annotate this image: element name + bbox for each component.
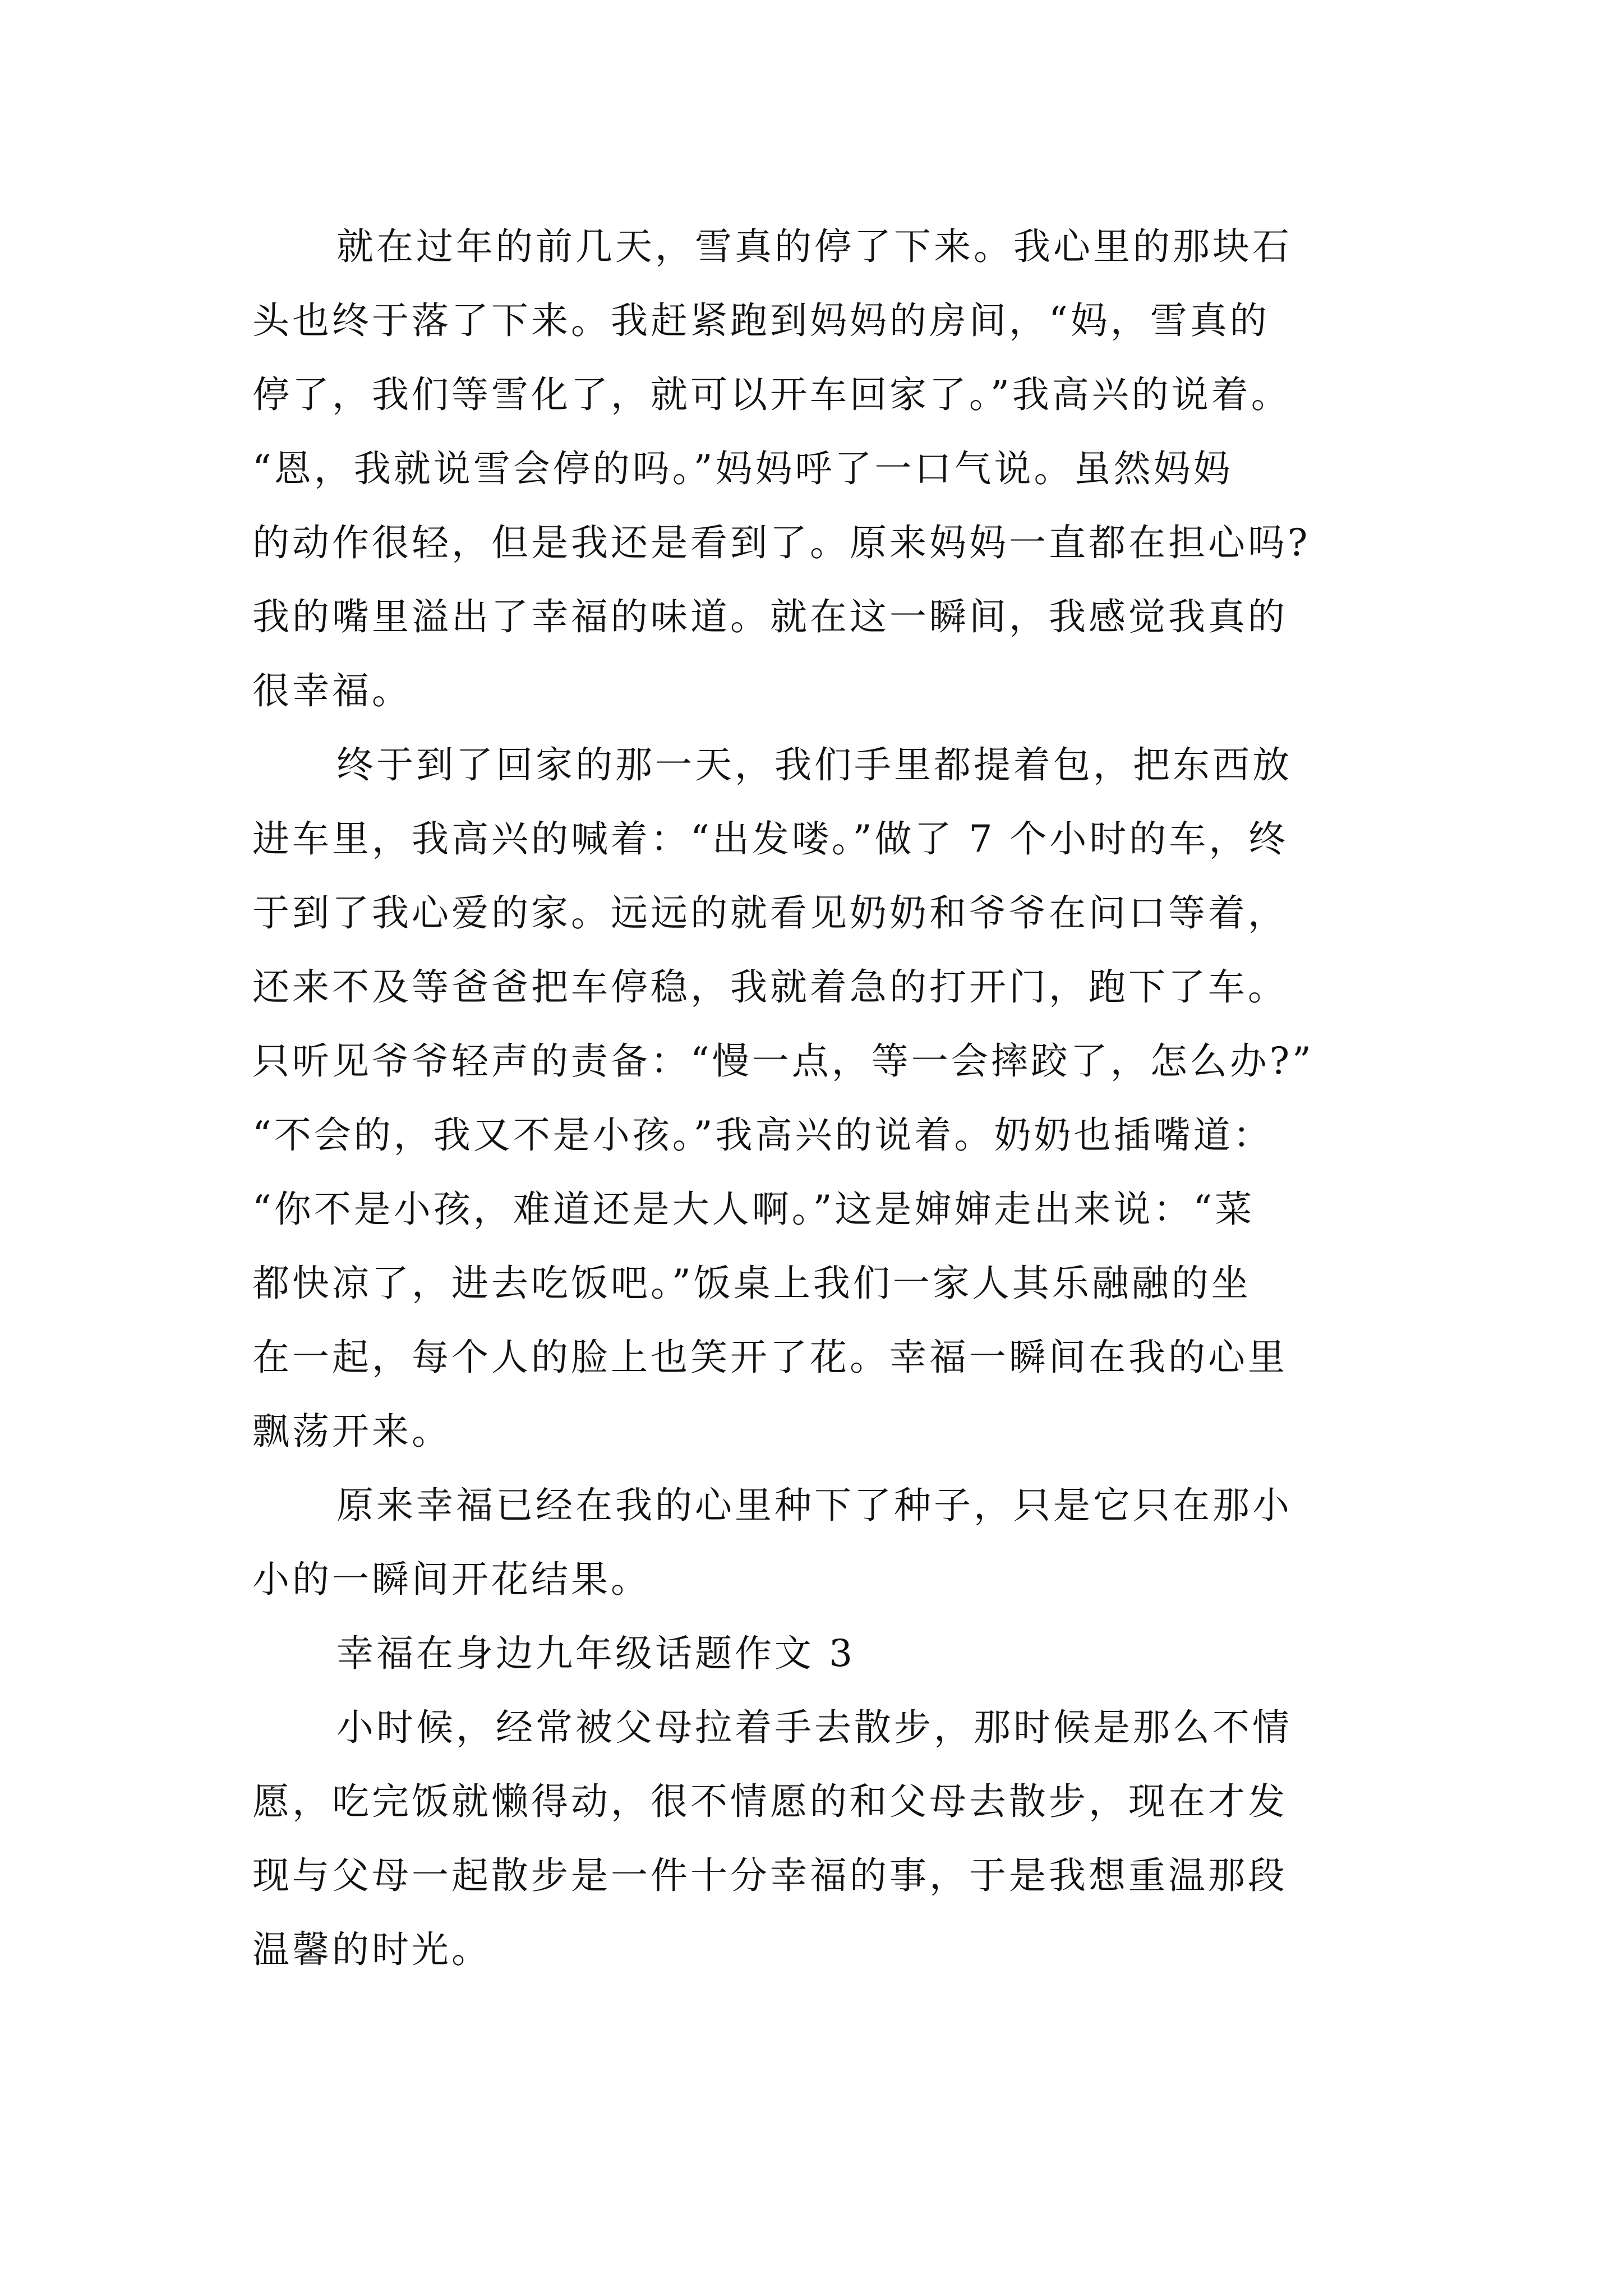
text-line: 我的嘴里溢出了幸福的味道。就在这一瞬间，我感觉我真的 bbox=[252, 595, 1288, 638]
text-line: 在一起，每个人的脸上也笑开了花。幸福一瞬间在我的心里 bbox=[252, 1336, 1288, 1379]
text-line: “你不是小孩，难道还是大人啊。”这是婶婶走出来说：“菜 bbox=[252, 1188, 1255, 1231]
text-line: 原来幸福已经在我的心里种下了种子，只是它只在那小 bbox=[336, 1484, 1292, 1527]
text-line: 就在过年的前几天，雪真的停了下来。我心里的那块石 bbox=[336, 225, 1292, 268]
text-line: 温馨的时光。 bbox=[252, 1928, 491, 1971]
text-line: 都快凉了，进去吃饭吧。”饭桌上我们一家人其乐融融的坐 bbox=[252, 1262, 1251, 1305]
text-line: 很幸福。 bbox=[252, 669, 412, 712]
essay-heading: 幸福在身边九年级话题作文 3 bbox=[336, 1632, 855, 1675]
text-line: 小时候，经常被父母拉着手去散步，那时候是那么不情 bbox=[336, 1706, 1292, 1749]
text-line: 现与父母一起散步是一件十分幸福的事，于是我想重温那段 bbox=[252, 1854, 1288, 1897]
text-line: 进车里，我高兴的喊着：“出发喽。”做了 7 个小时的车，终 bbox=[252, 817, 1289, 861]
text-line: 终于到了回家的那一天，我们手里都提着包，把东西放 bbox=[336, 743, 1292, 786]
text-line: 于到了我心爱的家。远远的就看见奶奶和爷爷在问口等着， bbox=[252, 891, 1288, 935]
text-line: 头也终于落了下来。我赶紧跑到妈妈的房间，“妈，雪真的 bbox=[252, 299, 1270, 342]
text-line: 停了，我们等雪化了，就可以开车回家了。”我高兴的说着。 bbox=[252, 373, 1291, 416]
text-line: 的动作很轻，但是我还是看到了。原来妈妈一直都在担心吗? bbox=[252, 521, 1311, 564]
text-line: 飘荡开来。 bbox=[252, 1410, 451, 1453]
text-line: 还来不及等爸爸把车停稳，我就着急的打开门，跑下了车。 bbox=[252, 965, 1288, 1009]
text-line: 小的一瞬间开花结果。 bbox=[252, 1558, 651, 1601]
text-line: 愿，吃完饭就懒得动，很不情愿的和父母去散步，现在才发 bbox=[252, 1780, 1288, 1823]
text-line: “不会的，我又不是小孩。”我高兴的说着。奶奶也插嘴道： bbox=[252, 1114, 1273, 1157]
text-line: “恩，我就说雪会停的吗。”妈妈呼了一口气说。虽然妈妈 bbox=[252, 447, 1233, 490]
text-line: 只听见爷爷轻声的责备：“慢一点，等一会摔跤了，怎么办?” bbox=[252, 1039, 1314, 1083]
